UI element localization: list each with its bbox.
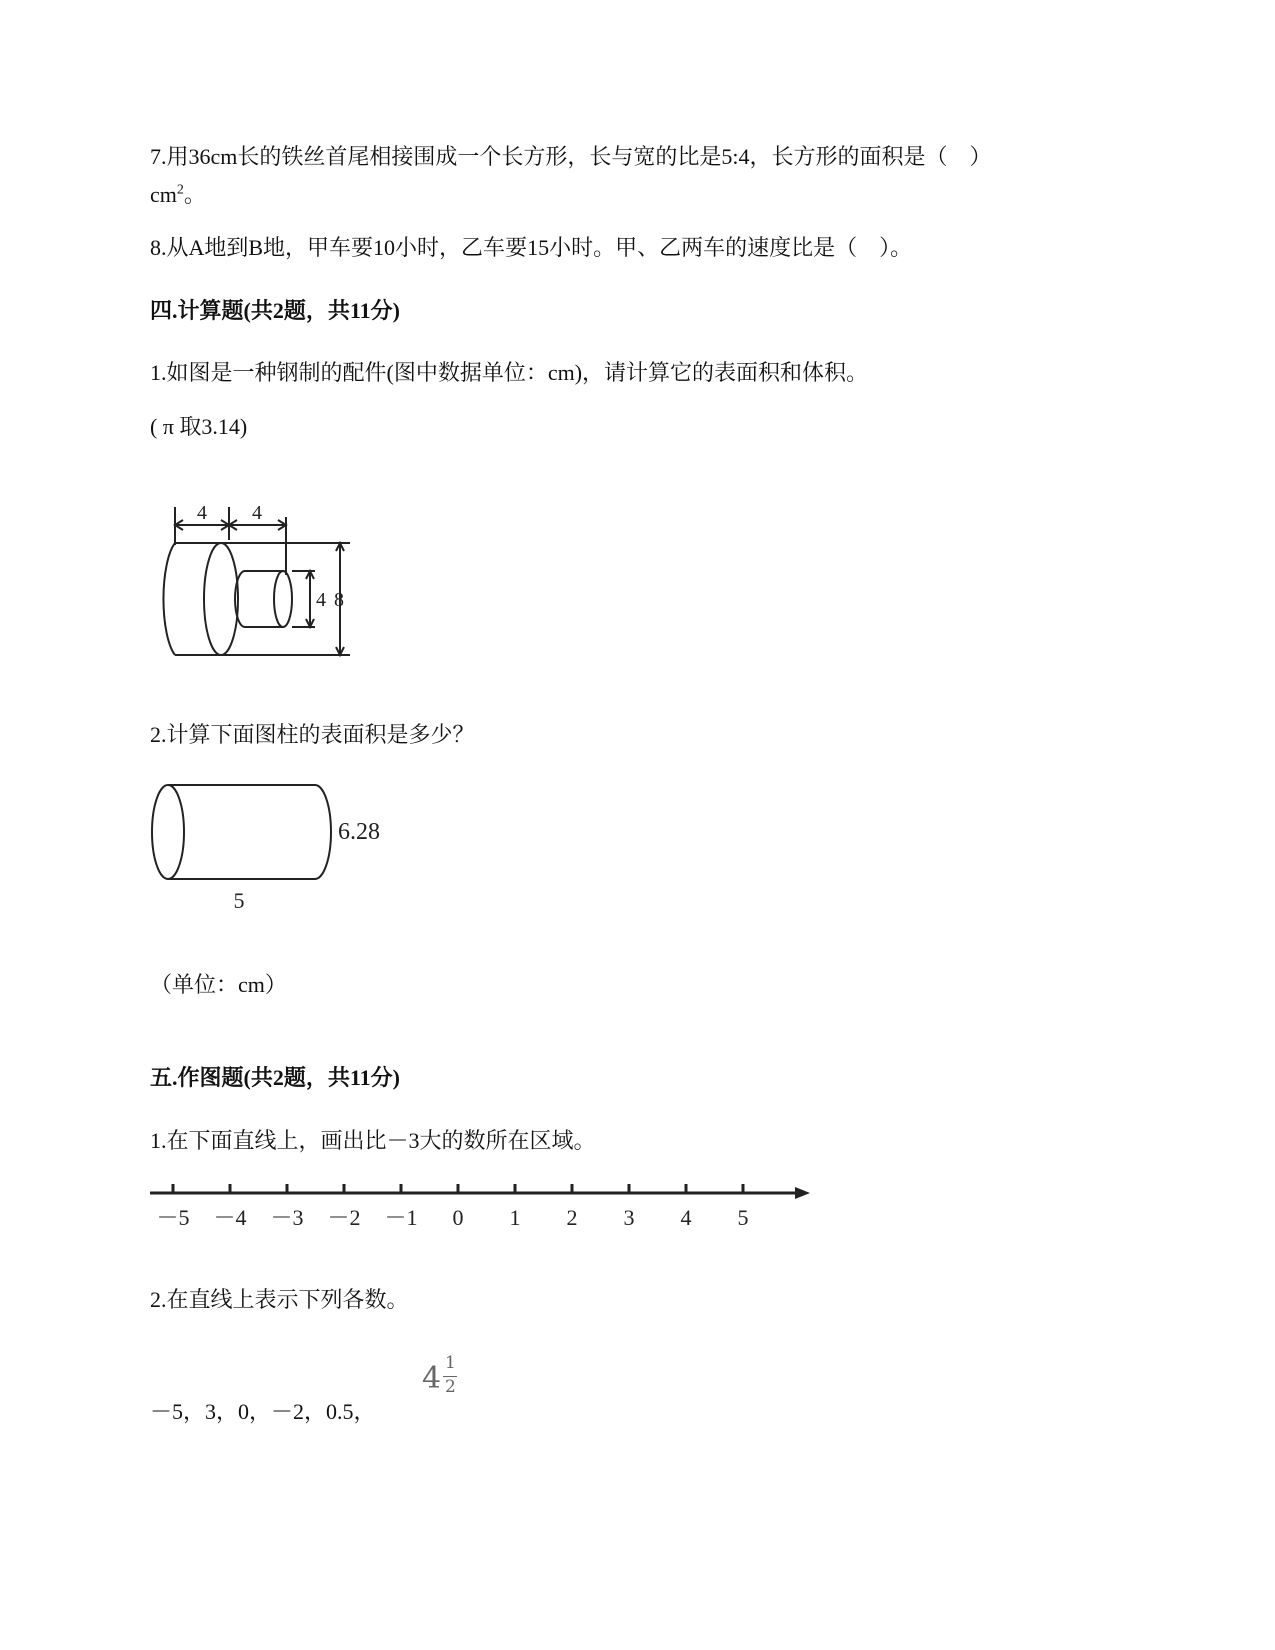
number-line-label: 4: [680, 1205, 692, 1230]
number-line-label: －4: [213, 1205, 247, 1230]
section-5-heading: 五.作图题(共2题，共11分): [150, 1065, 400, 1090]
number-line-label: －5: [156, 1205, 190, 1230]
numbers-list: －5，3，0，－2，0.5，: [150, 1399, 376, 1424]
unit-note: （单位：cm）: [150, 972, 287, 997]
number-line-label: 0: [452, 1205, 464, 1230]
number-line-label: 1: [509, 1205, 521, 1230]
steel-part-figure: [145, 495, 365, 670]
number-line: [145, 1175, 825, 1240]
cylinder-length-label: 5: [233, 888, 245, 913]
number-line-label: －2: [327, 1205, 361, 1230]
number-line-label: －1: [384, 1205, 418, 1230]
calc-question-1: 1.如图是一种钢制的配件(图中数据单位：cm)，请计算它的表面积和体积。: [150, 360, 869, 385]
draw-question-1: 1.在下面直线上，画出比－3大的数所在区域。: [150, 1128, 596, 1153]
pi-note: ( π 取3.14): [150, 414, 248, 439]
question-8: 8.从A地到B地，甲车要10小时，乙车要15小时。甲、乙两车的速度比是（ ）。: [150, 235, 913, 260]
arrow-right-icon: [795, 1187, 810, 1199]
number-line-label: 5: [737, 1205, 749, 1230]
cylinder-height-label: 6.28: [338, 819, 380, 845]
dim-label: 4: [316, 589, 326, 611]
dim-label: 8: [334, 589, 344, 611]
question-7: [150, 142, 992, 172]
draw-question-2: 2.在直线上表示下列各数。: [150, 1287, 409, 1312]
dim-label: 4: [252, 502, 262, 524]
calc-question-2: 2.计算下面图柱的表面积是多少？: [150, 722, 475, 747]
question-7-unit: $cm^2$。: [150, 182, 206, 207]
question-7-text: 7.用36cm长的铁丝首尾相接围成一个长方形，长与宽的比是5:4，长方形的面积是（ ）: [150, 144, 992, 169]
number-line-label: －3: [270, 1205, 304, 1230]
section-4-heading: 四.计算题(共2题，共11分): [150, 298, 400, 323]
number-line-label: 3: [623, 1205, 635, 1230]
dim-label: 4: [197, 502, 207, 524]
number-line-label: 2: [566, 1205, 578, 1230]
cylinder-figure: [145, 780, 405, 915]
